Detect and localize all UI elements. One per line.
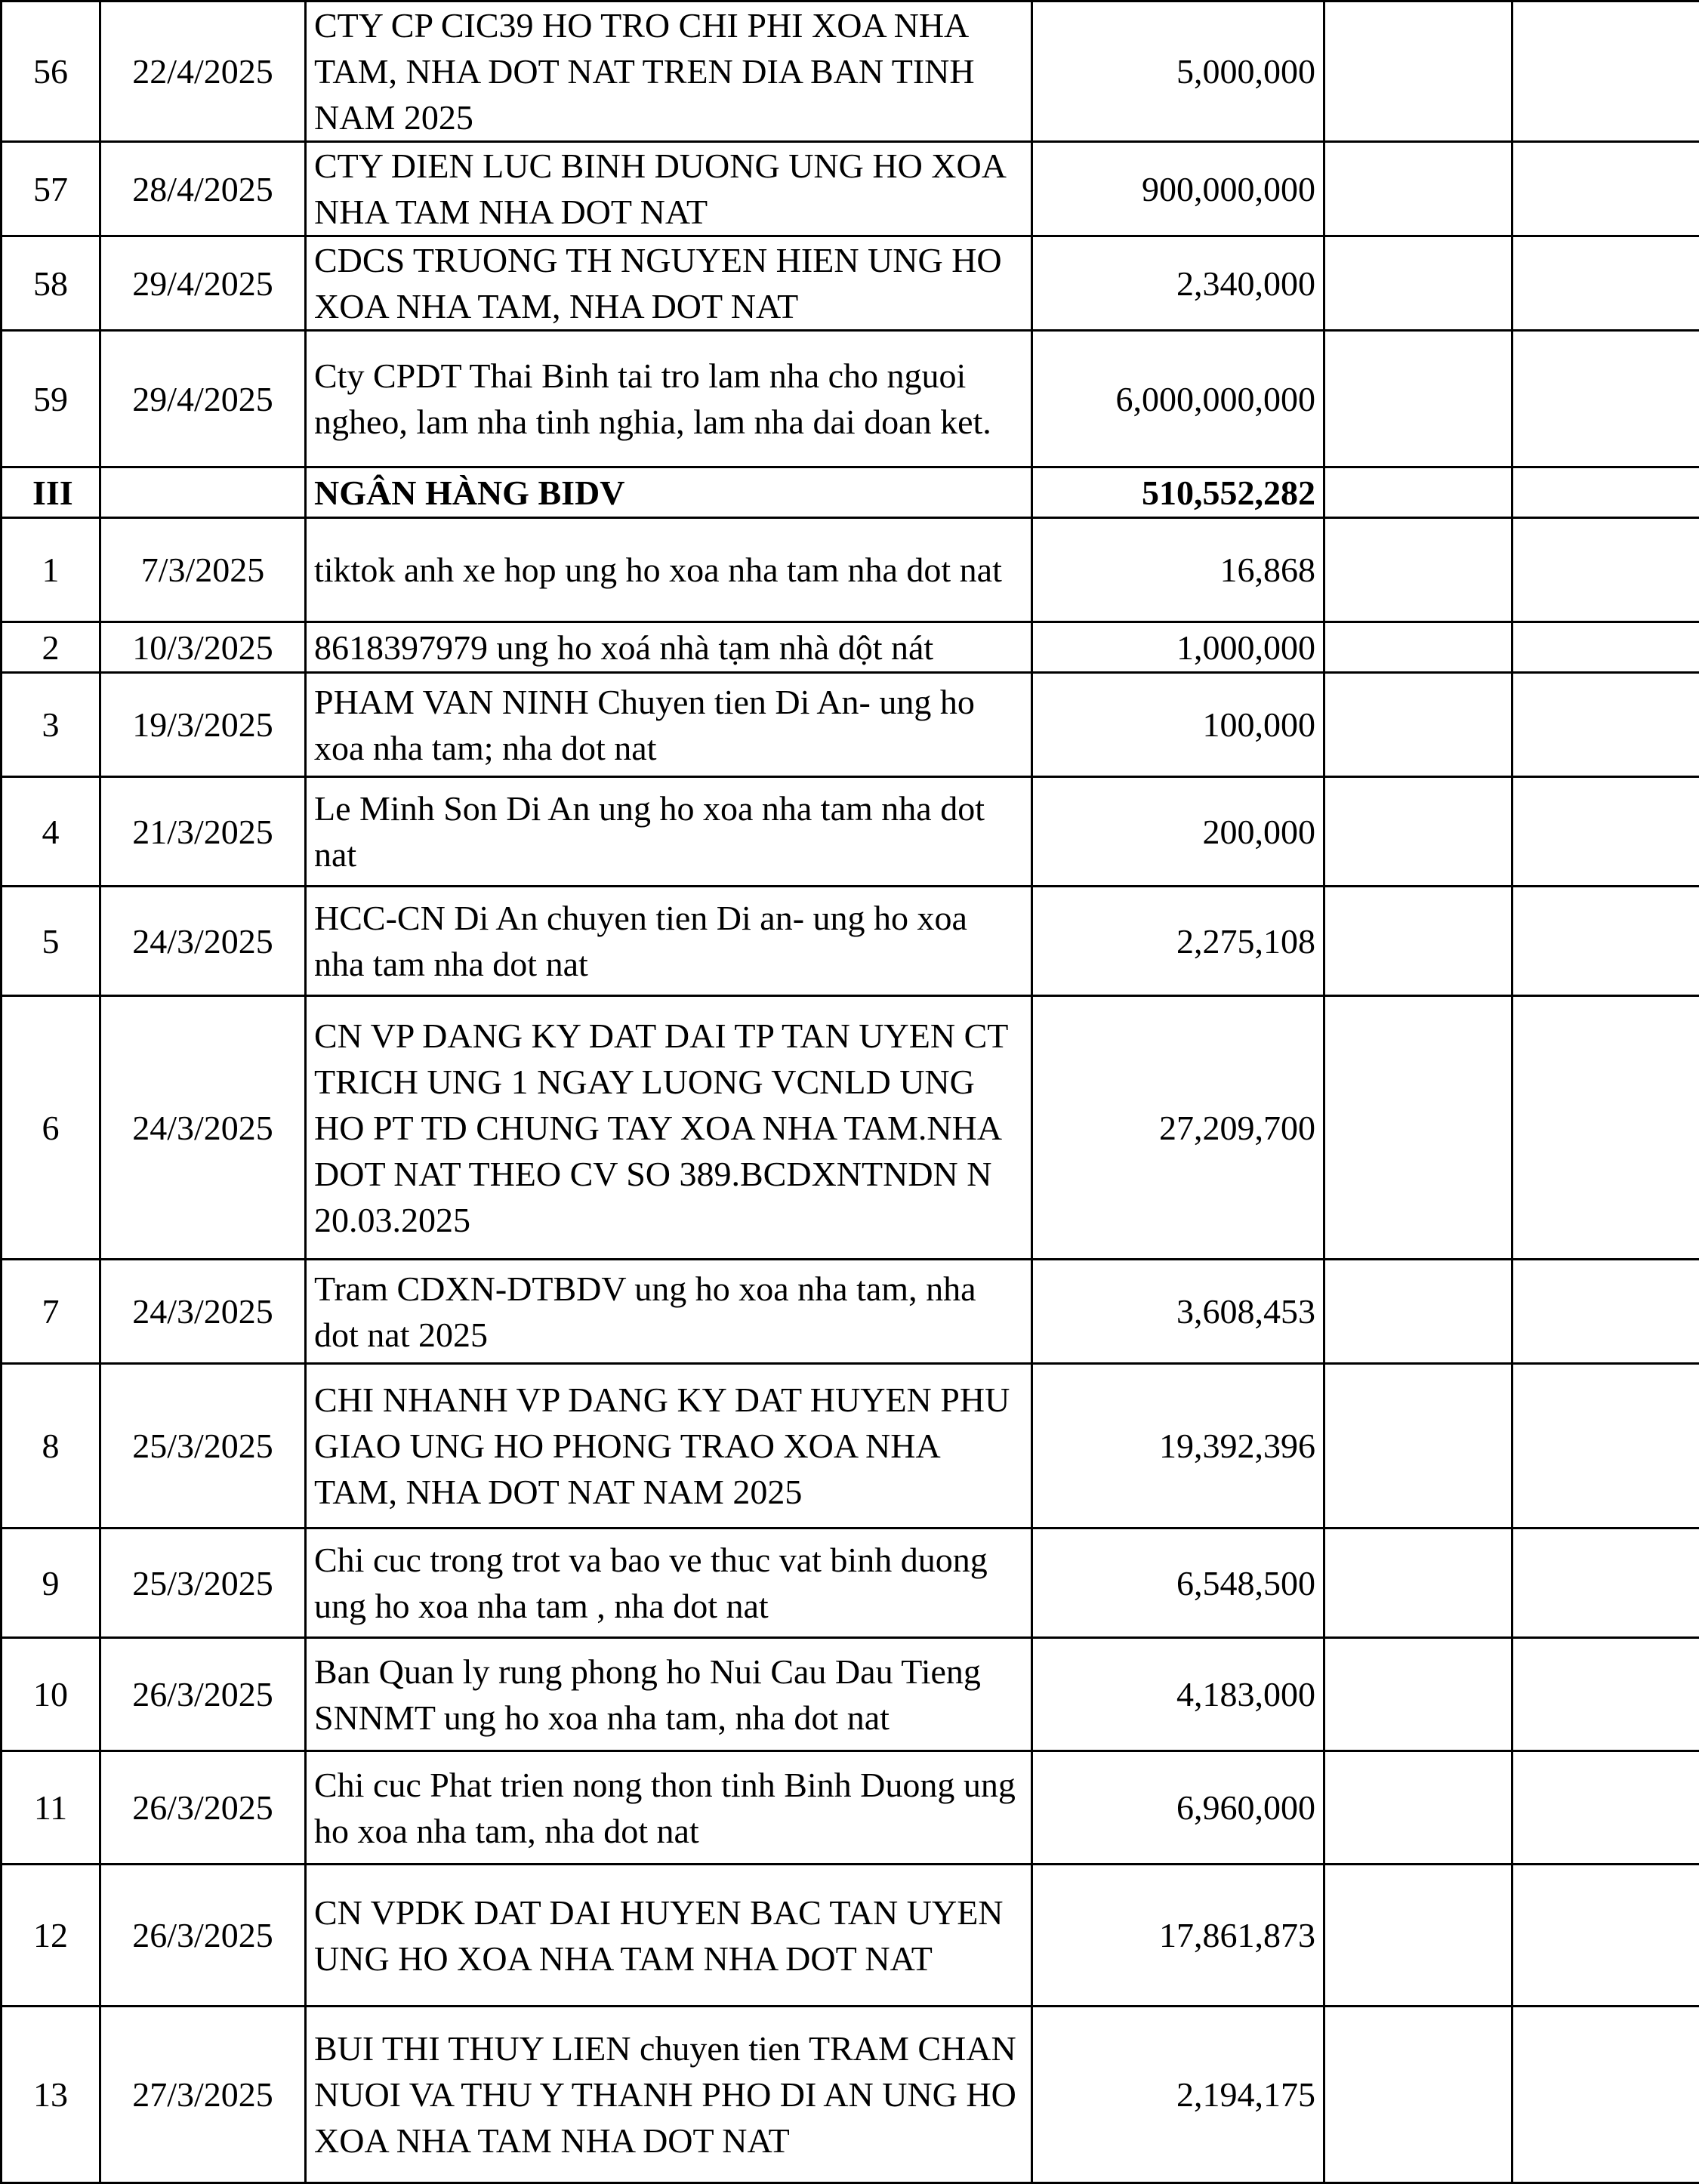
row-number-cell: 1 <box>2 518 100 622</box>
row-number-cell: 12 <box>2 1865 100 2007</box>
table-row <box>2 331 1699 467</box>
ledger-body <box>2 2 1699 2183</box>
table-row <box>2 1260 1699 1364</box>
row-number-cell: 13 <box>2 2007 100 2183</box>
row-empty-cell <box>1324 996 1512 1260</box>
row-number-cell: III <box>2 467 100 518</box>
row-description-cell: Ban Quan ly rung phong ho Nui Cau Dau Tieng SNNMT ung ho xoa nha tam, nha dot nat <box>306 1638 1032 1751</box>
row-description-cell: BUI THI THUY LIEN chuyen tien TRAM CHAN NUOI VA THU Y THANH PHO DI AN UNG HO XOA NHA TAM NHA DOT NAT <box>306 2007 1032 2183</box>
row-number-cell: 7 <box>2 1260 100 1364</box>
row-description-cell: Cty CPDT Thai Binh tai tro lam nha cho nguoi ngheo, lam nha tinh nghia, lam nha dai doan ket. <box>306 331 1032 467</box>
row-empty-cell <box>1512 2 1699 142</box>
row-empty-cell <box>1512 996 1699 1260</box>
row-amount-cell: 6,000,000,000 <box>1032 331 1324 467</box>
row-empty-cell <box>1512 2007 1699 2183</box>
row-empty-cell <box>1324 518 1512 622</box>
row-empty-cell <box>1512 1751 1699 1865</box>
row-empty-cell <box>1512 622 1699 673</box>
row-amount-cell: 1,000,000 <box>1032 622 1324 673</box>
row-number-cell: 8 <box>2 1364 100 1528</box>
row-date-cell: 29/4/2025 <box>100 331 306 467</box>
row-empty-cell <box>1324 1260 1512 1364</box>
row-number-cell: 4 <box>2 777 100 887</box>
row-empty-cell <box>1512 467 1699 518</box>
row-empty-cell <box>1512 777 1699 887</box>
row-date-cell: 24/3/2025 <box>100 1260 306 1364</box>
table-row <box>2 1364 1699 1528</box>
row-empty-cell <box>1512 1638 1699 1751</box>
row-empty-cell <box>1512 1528 1699 1638</box>
row-amount-cell: 6,548,500 <box>1032 1528 1324 1638</box>
table-row <box>2 1865 1699 2007</box>
row-description-cell: HCC-CN Di An chuyen tien Di an- ung ho xoa nha tam nha dot nat <box>306 887 1032 996</box>
row-amount-cell: 5,000,000 <box>1032 2 1324 142</box>
row-amount-cell: 6,960,000 <box>1032 1751 1324 1865</box>
row-amount-cell: 4,183,000 <box>1032 1638 1324 1751</box>
row-number-cell: 11 <box>2 1751 100 1865</box>
row-amount-cell: 100,000 <box>1032 673 1324 777</box>
row-description-cell: Chi cuc trong trot va bao ve thuc vat binh duong ung ho xoa nha tam , nha dot nat <box>306 1528 1032 1638</box>
row-description-cell: NGÂN HÀNG BIDV <box>306 467 1032 518</box>
row-date-cell: 25/3/2025 <box>100 1364 306 1528</box>
row-description-cell: 8618397979 ung ho xoá nhà tạm nhà dột nát <box>306 622 1032 673</box>
row-number-cell: 58 <box>2 236 100 331</box>
row-amount-cell: 2,340,000 <box>1032 236 1324 331</box>
row-description-cell: CTY CP CIC39 HO TRO CHI PHI XOA NHA TAM, NHA DOT NAT TREN DIA BAN TINH NAM 2025 <box>306 2 1032 142</box>
row-number-cell: 59 <box>2 331 100 467</box>
row-description-cell: CN VP DANG KY DAT DAI TP TAN UYEN CT TRICH UNG 1 NGAY LUONG VCNLD UNG HO PT TD CHUNG TAY XOA NHA TAM.NHA DOT NAT THEO CV SO 389.BCDXNTNDN N 20.03.2025 <box>306 996 1032 1260</box>
row-date-cell <box>100 467 306 518</box>
row-empty-cell <box>1324 622 1512 673</box>
table-row <box>2 2007 1699 2183</box>
table-row <box>2 777 1699 887</box>
row-amount-cell: 200,000 <box>1032 777 1324 887</box>
row-empty-cell <box>1512 887 1699 996</box>
row-empty-cell <box>1324 673 1512 777</box>
row-date-cell: 26/3/2025 <box>100 1865 306 2007</box>
row-empty-cell <box>1324 1638 1512 1751</box>
row-date-cell: 7/3/2025 <box>100 518 306 622</box>
row-description-cell: PHAM VAN NINH Chuyen tien Di An- ung ho xoa nha tam; nha dot nat <box>306 673 1032 777</box>
row-empty-cell <box>1324 2007 1512 2183</box>
row-date-cell: 24/3/2025 <box>100 887 306 996</box>
row-empty-cell <box>1512 518 1699 622</box>
table-row <box>2 236 1699 331</box>
row-number-cell: 9 <box>2 1528 100 1638</box>
row-number-cell: 5 <box>2 887 100 996</box>
row-date-cell: 27/3/2025 <box>100 2007 306 2183</box>
row-empty-cell <box>1512 236 1699 331</box>
table-row <box>2 622 1699 673</box>
table-row <box>2 2 1699 142</box>
row-description-cell: CTY DIEN LUC BINH DUONG UNG HO XOA NHA TAM NHA DOT NAT <box>306 142 1032 236</box>
row-empty-cell <box>1324 1364 1512 1528</box>
row-date-cell: 21/3/2025 <box>100 777 306 887</box>
row-empty-cell <box>1324 331 1512 467</box>
row-description-cell: Chi cuc Phat trien nong thon tinh Binh Duong ung ho xoa nha tam, nha dot nat <box>306 1751 1032 1865</box>
row-amount-cell: 19,392,396 <box>1032 1364 1324 1528</box>
row-number-cell: 10 <box>2 1638 100 1751</box>
row-empty-cell <box>1324 1751 1512 1865</box>
table-row <box>2 673 1699 777</box>
row-description-cell: Le Minh Son Di An ung ho xoa nha tam nha dot nat <box>306 777 1032 887</box>
row-amount-cell: 2,275,108 <box>1032 887 1324 996</box>
row-date-cell: 26/3/2025 <box>100 1638 306 1751</box>
row-date-cell: 29/4/2025 <box>100 236 306 331</box>
row-amount-cell: 16,868 <box>1032 518 1324 622</box>
row-date-cell: 19/3/2025 <box>100 673 306 777</box>
row-description-cell: CN VPDK DAT DAI HUYEN BAC TAN UYEN UNG HO XOA NHA TAM NHA DOT NAT <box>306 1865 1032 2007</box>
row-empty-cell <box>1512 1865 1699 2007</box>
row-empty-cell <box>1324 236 1512 331</box>
row-number-cell: 56 <box>2 2 100 142</box>
row-description-cell: tiktok anh xe hop ung ho xoa nha tam nha dot nat <box>306 518 1032 622</box>
row-empty-cell <box>1512 1260 1699 1364</box>
table-row <box>2 518 1699 622</box>
row-empty-cell <box>1324 777 1512 887</box>
row-empty-cell <box>1512 673 1699 777</box>
row-number-cell: 6 <box>2 996 100 1260</box>
row-empty-cell <box>1324 887 1512 996</box>
row-empty-cell <box>1512 142 1699 236</box>
row-number-cell: 2 <box>2 622 100 673</box>
row-date-cell: 22/4/2025 <box>100 2 306 142</box>
table-row <box>2 1528 1699 1638</box>
row-amount-cell: 17,861,873 <box>1032 1865 1324 2007</box>
row-amount-cell: 2,194,175 <box>1032 2007 1324 2183</box>
row-empty-cell <box>1324 1865 1512 2007</box>
row-empty-cell <box>1324 1528 1512 1638</box>
row-date-cell: 28/4/2025 <box>100 142 306 236</box>
row-description-cell: Tram CDXN-DTBDV ung ho xoa nha tam, nha dot nat 2025 <box>306 1260 1032 1364</box>
row-amount-cell: 27,209,700 <box>1032 996 1324 1260</box>
table-row <box>2 142 1699 236</box>
table-row <box>2 1638 1699 1751</box>
row-empty-cell <box>1324 2 1512 142</box>
row-number-cell: 57 <box>2 142 100 236</box>
table-row <box>2 887 1699 996</box>
table-row <box>2 1751 1699 1865</box>
row-amount-cell: 510,552,282 <box>1032 467 1324 518</box>
row-number-cell: 3 <box>2 673 100 777</box>
row-empty-cell <box>1512 331 1699 467</box>
row-description-cell: CHI NHANH VP DANG KY DAT HUYEN PHU GIAO UNG HO PHONG TRAO XOA NHA TAM, NHA DOT NAT NAM 2025 <box>306 1364 1032 1528</box>
row-empty-cell <box>1512 1364 1699 1528</box>
row-date-cell: 10/3/2025 <box>100 622 306 673</box>
row-empty-cell <box>1324 142 1512 236</box>
row-amount-cell: 3,608,453 <box>1032 1260 1324 1364</box>
row-date-cell: 24/3/2025 <box>100 996 306 1260</box>
row-date-cell: 26/3/2025 <box>100 1751 306 1865</box>
section-row <box>2 467 1699 518</box>
row-date-cell: 25/3/2025 <box>100 1528 306 1638</box>
row-empty-cell <box>1324 467 1512 518</box>
table-row <box>2 996 1699 1260</box>
row-description-cell: CDCS TRUONG TH NGUYEN HIEN UNG HO XOA NHA TAM, NHA DOT NAT <box>306 236 1032 331</box>
row-amount-cell: 900,000,000 <box>1032 142 1324 236</box>
